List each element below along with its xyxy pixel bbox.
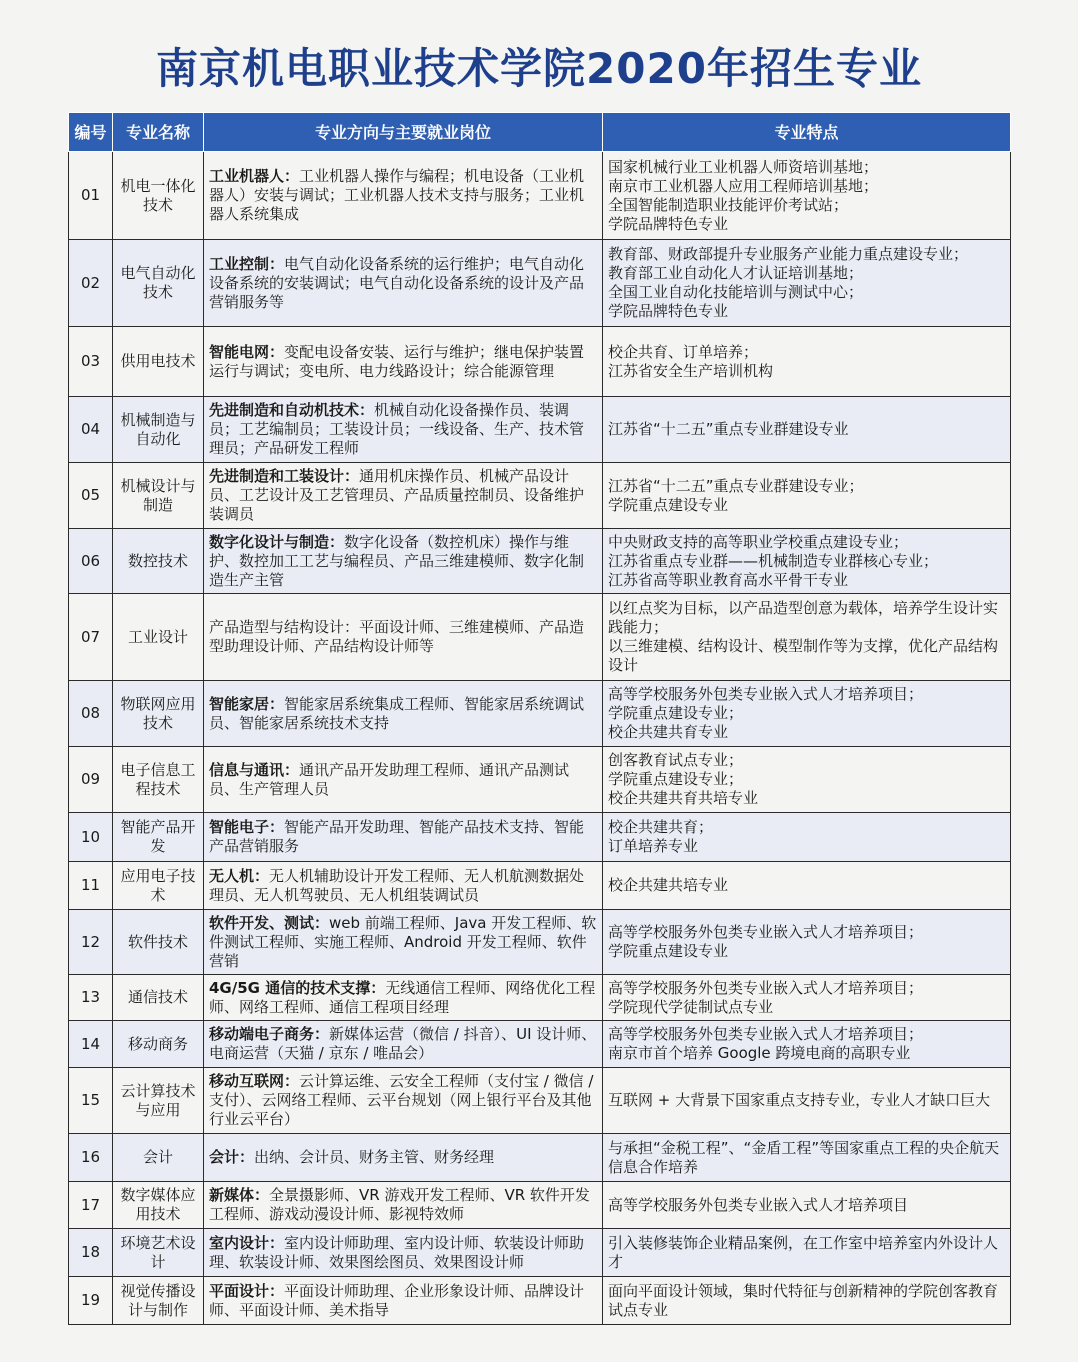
major-name: 电气自动化技术 (113, 240, 204, 327)
direction-text: 云计算运维、云安全工程师（支付宝 / 微信 / 支付）、云网络工程师、云平台规划（网上银行平台及其他行业云平台） (209, 1072, 594, 1128)
row-number: 11 (69, 862, 113, 910)
major-direction (204, 594, 603, 681)
direction-keyword: 先进制造和工装设计： (209, 467, 360, 485)
major-features: 校企共建共育； 订单培养专业 (603, 813, 1011, 862)
table-row (69, 529, 1011, 594)
major-features: 互联网 + 大背景下国家重点支持专业，专业人才缺口巨大 (603, 1068, 1011, 1134)
table-row (69, 1229, 1011, 1277)
row-number: 17 (69, 1182, 113, 1229)
table-row (69, 681, 1011, 747)
direction-keyword: 会计： (209, 1148, 255, 1166)
major-direction (204, 152, 603, 240)
row-number: 07 (69, 594, 113, 681)
major-direction (204, 240, 603, 327)
direction-keyword: 软件开发、测试： (209, 913, 330, 932)
header-number: 编号 (69, 113, 113, 152)
major-features: 引入装修装饰企业精品案例，在工作室中培养室内外设计人才 (603, 1229, 1011, 1277)
direction-keyword: 无人机： (209, 866, 270, 885)
major-direction (204, 1229, 603, 1277)
direction-keyword: 智能家居： (209, 694, 285, 713)
direction-text: 平面设计师助理、企业形象设计师、品牌设计师、平面设计师、美术指导 (209, 1281, 585, 1319)
major-direction (204, 862, 603, 910)
major-direction (204, 681, 603, 747)
row-number: 05 (69, 463, 113, 529)
direction-text: 无线通信工程师、网络优化工程师、网络工程师、通信工程项目经理 (209, 978, 596, 1016)
major-features: 创客教育试点专业； 学院重点建设专业； 校企共建共育共培专业 (603, 747, 1011, 813)
direction-keyword: 平面设计： (209, 1281, 285, 1300)
row-number: 19 (69, 1277, 113, 1325)
major-name: 智能产品开发 (113, 813, 204, 862)
majors-table (68, 112, 1011, 1325)
major-features: 面向平面设计领域，集时代特征与创新精神的学院创客教育试点专业 (603, 1277, 1011, 1325)
direction-text: 数字化设备（数控机床）操作与维护、数控加工工艺与编程员、产品三维建模师、数字化制造生产主管 (209, 532, 585, 589)
major-direction (204, 1068, 603, 1134)
major-name: 机电一体化技术 (113, 152, 204, 240)
major-direction (204, 1134, 603, 1182)
direction-text: 通用机床操作员、机械产品设计员、工艺设计及工艺管理员、产品质量控制员、设备维护装调员 (209, 467, 585, 523)
major-name: 云计算技术与应用 (113, 1068, 204, 1134)
major-features: 江苏省“十二五”重点专业群建设专业； 学院重点建设专业 (603, 463, 1011, 529)
major-features: 高等学校服务外包类专业嵌入式人才培养项目； 南京市首个培养 Google 跨境电商的高职专业 (603, 1021, 1011, 1068)
major-direction (204, 1277, 603, 1325)
header-direction: 专业方向与主要就业岗位 (204, 113, 603, 152)
direction-keyword: 工业控制： (209, 254, 285, 273)
major-direction (204, 975, 603, 1021)
major-features: 国家机械行业工业机器人师资培训基地； 南京市工业机器人应用工程师培训基地； 全国智能制造职业技能评价考试站； 学院品牌特色专业 (603, 152, 1011, 240)
direction-keyword: 新媒体： (209, 1186, 270, 1204)
direction-keyword: 先进制造和自动机技术： (209, 401, 375, 419)
major-name: 应用电子技术 (113, 862, 204, 910)
major-name: 会计 (113, 1134, 204, 1182)
major-features: 高等学校服务外包类专业嵌入式人才培养项目； 学院重点建设专业 (603, 910, 1011, 975)
direction-keyword: 智能电网： (209, 342, 285, 361)
table-row (69, 594, 1011, 681)
row-number: 02 (69, 240, 113, 327)
table-row (69, 1068, 1011, 1134)
direction-keyword: 室内设计： (209, 1233, 285, 1252)
direction-text: 变配电设备安装、运行与维护；继电保护装置运行与调试；变电所、电力线路设计；综合能源管理 (209, 342, 585, 380)
direction-keyword: 信息与通讯： (209, 760, 300, 779)
major-name: 软件技术 (113, 910, 204, 975)
header-major-name: 专业名称 (113, 113, 204, 152)
major-name: 供用电技术 (113, 327, 204, 397)
major-direction (204, 747, 603, 813)
major-features: 中央财政支持的高等职业学校重点建设专业； 江苏省重点专业群——机械制造专业群核心专业； 江苏省高等职业教育高水平骨干专业 (603, 529, 1011, 594)
row-number: 09 (69, 747, 113, 813)
table-row (69, 1277, 1011, 1325)
direction-text: 无人机辅助设计开发工程师、无人机航测数据处理员、无人机驾驶员、无人机组装调试员 (209, 866, 585, 904)
major-direction (204, 1182, 603, 1229)
row-number: 10 (69, 813, 113, 862)
table-row (69, 910, 1011, 975)
direction-text: 产品造型与结构设计：平面设计师、三维建模师、产品造型助理设计师、产品结构设计师等 (209, 618, 585, 655)
table-row (69, 463, 1011, 529)
table-row (69, 327, 1011, 397)
table-row (69, 975, 1011, 1021)
direction-keyword: 数字化设计与制造： (209, 532, 345, 551)
major-name: 视觉传播设计与制作 (113, 1277, 204, 1325)
table-row (69, 1134, 1011, 1182)
major-name: 数控技术 (113, 529, 204, 594)
major-features: 高等学校服务外包类专业嵌入式人才培养项目； 学院现代学徒制试点专业 (603, 975, 1011, 1021)
direction-keyword: 移动端电子商务： (209, 1025, 330, 1043)
row-number: 18 (69, 1229, 113, 1277)
direction-text: 智能产品开发助理、智能产品技术支持、智能产品营销服务 (209, 818, 585, 855)
direction-text: 通讯产品开发助理工程师、通讯产品测试员、生产管理人员 (209, 760, 570, 798)
major-direction (204, 1021, 603, 1068)
major-features: 与承担“金税工程”、“金盾工程”等国家重点工程的央企航天信息合作培养 (603, 1134, 1011, 1182)
row-number: 08 (69, 681, 113, 747)
direction-text: web 前端工程师、Java 开发工程师、软件测试工程师、实施工程师、Android 开发工程师、软件营销 (209, 913, 597, 970)
row-number: 06 (69, 529, 113, 594)
direction-text: 智能家居系统集成工程师、智能家居系统调试员、智能家居系统技术支持 (209, 694, 585, 732)
direction-text: 电气自动化设备系统的运行维护；电气自动化设备系统的安装调试；电气自动化设备系统的设计及产品营销服务等 (209, 254, 585, 311)
row-number: 14 (69, 1021, 113, 1068)
row-number: 01 (69, 152, 113, 240)
major-name: 环境艺术设计 (113, 1229, 204, 1277)
row-number: 12 (69, 910, 113, 975)
major-name: 通信技术 (113, 975, 204, 1021)
table-row (69, 747, 1011, 813)
header-features: 专业特点 (603, 113, 1011, 152)
table-row (69, 240, 1011, 327)
table-row (69, 862, 1011, 910)
major-name: 移动商务 (113, 1021, 204, 1068)
major-direction (204, 397, 603, 463)
major-features: 高等学校服务外包类专业嵌入式人才培养项目； 学院重点建设专业； 校企共建共育专业 (603, 681, 1011, 747)
table-row (69, 1021, 1011, 1068)
table-row (69, 1182, 1011, 1229)
table-row (69, 397, 1011, 463)
major-direction (204, 463, 603, 529)
direction-keyword: 移动互联网： (209, 1072, 300, 1090)
direction-text: 新媒体运营（微信 / 抖音）、UI 设计师、电商运营（天猫 / 京东 / 唯品会） (209, 1025, 597, 1062)
row-number: 16 (69, 1134, 113, 1182)
row-number: 04 (69, 397, 113, 463)
major-name: 电子信息工程技术 (113, 747, 204, 813)
major-features: 校企共育、订单培养； 江苏省安全生产培训机构 (603, 327, 1011, 397)
major-features: 江苏省“十二五”重点专业群建设专业 (603, 397, 1011, 463)
direction-text: 机械自动化设备操作员、装调员；工艺编制员；工装设计员；一线设备、生产、技术管理员；产品研发工程师 (209, 401, 585, 457)
major-direction (204, 529, 603, 594)
direction-keyword: 智能电子： (209, 818, 285, 836)
major-features: 校企共建共培专业 (603, 862, 1011, 910)
direction-text: 全景摄影师、VR 游戏开发工程师、VR 软件开发工程师、游戏动漫设计师、影视特效师 (209, 1186, 590, 1223)
row-number: 13 (69, 975, 113, 1021)
major-name: 工业设计 (113, 594, 204, 681)
major-direction (204, 327, 603, 397)
major-name: 物联网应用技术 (113, 681, 204, 747)
row-number: 03 (69, 327, 113, 397)
table-header-row (69, 113, 1011, 152)
direction-text: 室内设计师助理、室内设计师、软装设计师助理、软装设计师、效果图绘图员、效果图设计师 (209, 1233, 585, 1271)
page-title: 南京机电职业技术学院2020年招生专业 (156, 44, 922, 93)
major-features: 以红点奖为目标，以产品造型创意为载体，培养学生设计实践能力； 以三维建模、结构设计、模型制作等为支撑，优化产品结构设计 (603, 594, 1011, 681)
table-row (69, 152, 1011, 240)
major-features: 高等学校服务外包类专业嵌入式人才培养项目 (603, 1182, 1011, 1229)
major-name: 数字媒体应用技术 (113, 1182, 204, 1229)
direction-text: 出纳、会计员、财务主管、财务经理 (254, 1148, 495, 1166)
row-number: 15 (69, 1068, 113, 1134)
major-direction (204, 813, 603, 862)
major-features: 教育部、财政部提升专业服务产业能力重点建设专业； 教育部工业自动化人才认证培训基地； 全国工业自动化技能培训与测试中心； 学院品牌特色专业 (603, 240, 1011, 327)
direction-keyword: 4G/5G 通信的技术支撑： (209, 978, 386, 997)
table-row (69, 813, 1011, 862)
major-name: 机械设计与制造 (113, 463, 204, 529)
major-name: 机械制造与自动化 (113, 397, 204, 463)
major-direction (204, 910, 603, 975)
direction-keyword: 工业机器人： (209, 167, 300, 185)
direction-text: 工业机器人操作与编程；机电设备（工业机器人）安装与调试；工业机器人技术支持与服务；工业机器人系统集成 (209, 167, 585, 223)
